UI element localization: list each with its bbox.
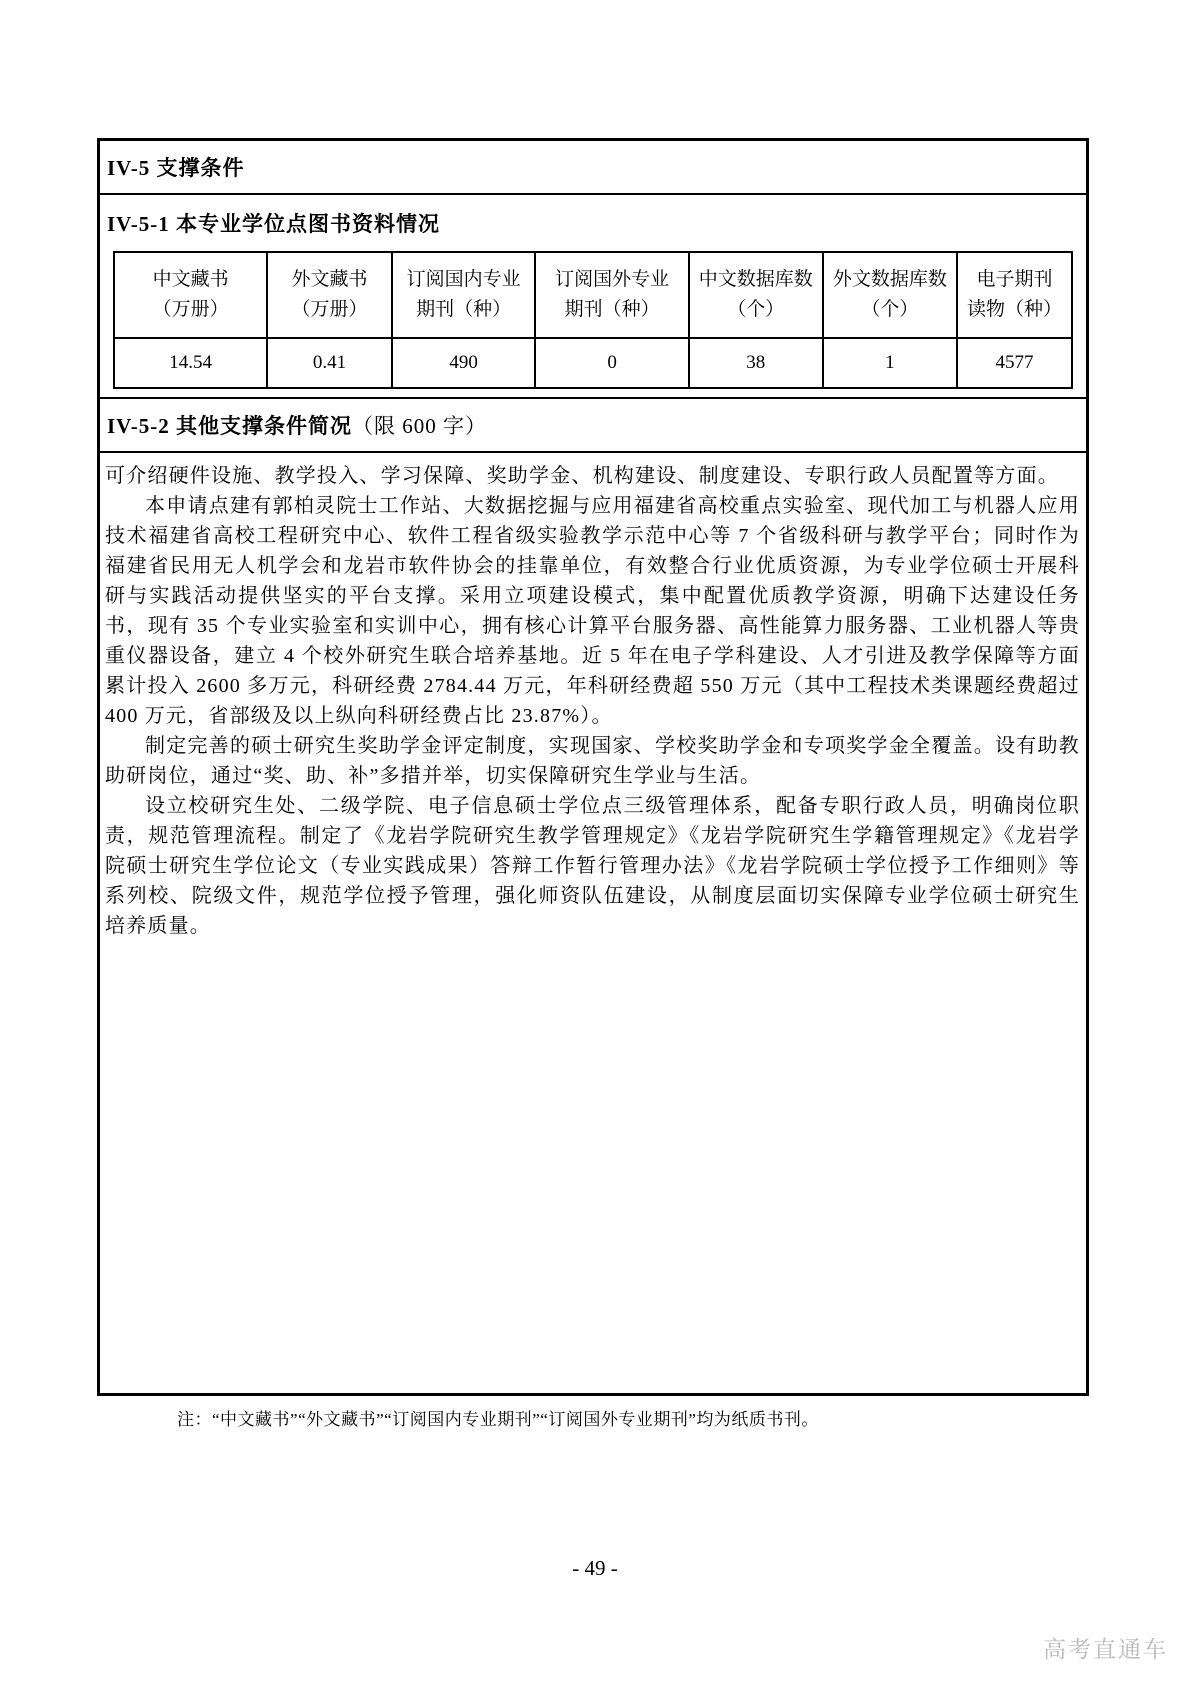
section-iv51-title: IV-5-1 本专业学位点图书资料情况 [107, 212, 441, 236]
col-header-ejournals: 电子期刊 读物（种） [957, 252, 1072, 338]
col-header-chinese-databases: 中文数据库数 （个） [689, 252, 823, 338]
section-iv5-header [100, 141, 1086, 195]
col-header-chinese-books: 中文藏书 （万册） [114, 252, 267, 338]
content-hint-paragraph: 可介绍硬件设施、教学投入、学习保障、奖助学金、机构建设、制度建设、专职行政人员配置等方面。 [105, 465, 1059, 487]
col-header-domestic-journals: 订阅国内专业 期刊（种） [392, 252, 536, 338]
library-table-values-row [114, 338, 1072, 388]
form-section-iv5-box [97, 138, 1089, 1396]
section-iv51-header [100, 195, 1086, 251]
section-iv52-content [100, 453, 1086, 1393]
section-iv52-limit-note: （限 600 字） [352, 414, 488, 438]
value-foreign-journals: 0 [535, 338, 688, 388]
watermark-text: 高考直通车 [1043, 1636, 1168, 1662]
value-chinese-books: 14.54 [114, 338, 267, 388]
content-paragraph-platforms: 本申请点建有郭柏灵院士工作站、大数据挖掘与应用福建省高校重点实验室、现代加工与机器人应用技术福建省高校工程研究中心、软件工程省级实验教学示范中心等 7 个省级科研与教学平台；同时作为福建省民用无人机学会和龙岩市软件协会的挂靠单位，有效整合行业优质资源，为专业学位硕士开展科研与实践活动提供坚实的平台支撑。采用立项建设模式，集中配置优质教学资源，明确下达建设任务书，现有 35 个专业实验室和实训中心，拥有核心计算平台服务器、高性能算力服务器、工业机器人等贵重仪器设备，建立 4 个校外研究生联合培养基地。近 5 年在电子学科建设、人才引进及教学保障等方面累计投入 2600 多万元，科研经费 2784.44 万元，年科研经费超 550 万元（其中工程技术类课题经费超过 400 万元，省部级及以上纵向科研经费占比 23.87%）。 [105, 495, 1080, 727]
value-foreign-databases: 1 [823, 338, 957, 388]
library-table-header-row [114, 252, 1072, 338]
content-paragraph-management: 设立校研究生处、二级学院、电子信息硕士学位点三级管理体系，配备专职行政人员，明确岗位职责，规范管理流程。制定了《龙岩学院研究生教学管理规定》《龙岩学院研究生学籍管理规定》《龙岩学院硕士研究生学位论文（专业实践成果）答辩工作暂行管理办法》《龙岩学院硕士学位授予工作细则》等系列校、院级文件，规范学位授予管理，强化师资队伍建设，从制度层面切实保障专业学位硕士研究生培养质量。 [105, 795, 1080, 937]
value-domestic-journals: 490 [392, 338, 536, 388]
col-header-foreign-databases: 外文数据库数 （个） [823, 252, 957, 338]
page-number: - 49 - [572, 1556, 618, 1580]
content-paragraph-scholarships: 制定完善的硕士研究生奖助学金评定制度，实现国家、学校奖助学金和专项奖学金全覆盖。设有助教助研岗位，通过“奖、助、补”多措并举，切实保障研究生学业与生活。 [105, 735, 1080, 787]
col-header-foreign-journals: 订阅国外专业 期刊（种） [535, 252, 688, 338]
value-ejournals: 4577 [957, 338, 1072, 388]
section-iv52-title: IV-5-2 其他支撑条件简况 [107, 414, 353, 438]
library-resources-table [113, 251, 1073, 389]
table-footnote: 注：“中文藏书”“外文藏书”“订阅国内专业期刊”“订阅国外专业期刊”均为纸质书刊。 [177, 1410, 819, 1429]
value-foreign-books: 0.41 [267, 338, 392, 388]
section-iv51 [100, 195, 1086, 399]
section-iv52-header [100, 399, 1086, 453]
col-header-foreign-books: 外文藏书 （万册） [267, 252, 392, 338]
section-iv5-title: IV-5 支撑条件 [107, 156, 245, 180]
value-chinese-databases: 38 [689, 338, 823, 388]
